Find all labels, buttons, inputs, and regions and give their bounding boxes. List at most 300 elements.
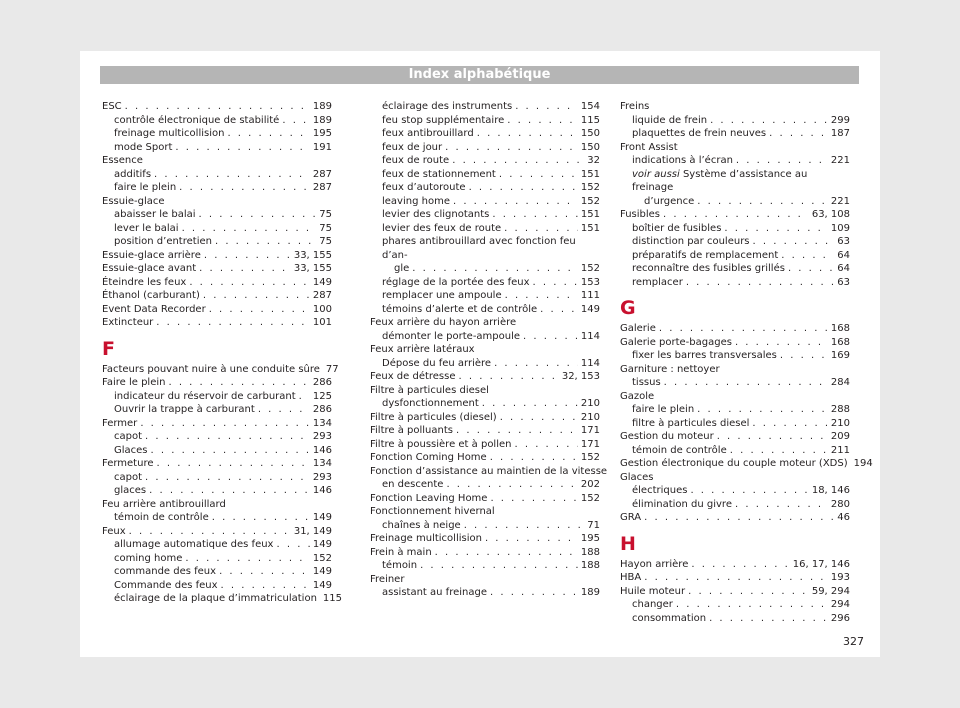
- dot-leader: [697, 403, 828, 417]
- index-entry-text: Éteindre les feux: [102, 276, 187, 288]
- index-entry: [620, 262, 850, 276]
- index-page-ref: 152: [580, 195, 600, 207]
- dot-leader: [185, 552, 310, 566]
- index-page-ref: 77: [325, 363, 339, 375]
- index-entry-text: feux de jour: [382, 141, 443, 153]
- dot-leader: [664, 376, 828, 390]
- dot-leader: [189, 276, 310, 290]
- index-page-ref: 100: [312, 303, 332, 315]
- index-page-ref: 171: [580, 438, 600, 450]
- index-see-also: [620, 168, 850, 195]
- dot-leader: [691, 558, 789, 572]
- index-entry: [620, 457, 873, 471]
- index-entry-text: allumage automatique des feux: [114, 539, 274, 550]
- dot-leader: [456, 424, 578, 438]
- index-heading: Essuie-glace: [102, 195, 165, 207]
- dot-leader: [752, 417, 828, 431]
- index-entry-text: assistant au freinage: [382, 587, 487, 598]
- index-entry-text: capot: [114, 471, 143, 483]
- index-entry: [102, 235, 332, 249]
- index-entry-text: Huile moteur: [620, 585, 686, 597]
- index-heading: Garniture : nettoyer: [620, 363, 720, 375]
- index-entry-text: Fonction Leaving Home: [370, 492, 488, 504]
- index-page-ref: 286: [312, 377, 332, 388]
- index-letter: G: [620, 297, 636, 319]
- index-entry-text: liquide de frein: [632, 114, 708, 126]
- dot-leader: [452, 154, 584, 168]
- index-page-ref: 150: [580, 141, 600, 153]
- index-entry-text: consommation: [632, 612, 707, 624]
- index-entry: [620, 511, 850, 525]
- index-entry-text: remplacer une ampoule: [382, 290, 502, 301]
- index-page-ref: 63: [837, 236, 850, 247]
- index-entry: [370, 100, 600, 114]
- index-entry: [102, 376, 332, 390]
- dot-leader: [735, 336, 828, 350]
- dot-leader: [175, 141, 310, 155]
- index-entry-text: Fonction Coming Home: [370, 452, 487, 463]
- index-entry: [620, 336, 850, 350]
- index-page-ref: 153: [580, 276, 600, 288]
- index-entry: [102, 208, 332, 222]
- index-page-ref: 189: [312, 114, 332, 126]
- index-entry: [620, 276, 850, 290]
- index-page-ref: 194: [853, 458, 873, 469]
- index-page-ref: 191: [312, 141, 332, 153]
- index-page-ref: 146: [312, 485, 332, 496]
- index-page-ref: 32, 153: [561, 371, 600, 382]
- index-page-ref: 115: [322, 593, 343, 604]
- dot-leader: [504, 222, 578, 236]
- dot-leader: [533, 276, 578, 290]
- index-entry: [102, 511, 332, 525]
- index-entry-text: tissus: [632, 377, 661, 388]
- index-page-ref: 169: [830, 350, 850, 361]
- dot-leader: [182, 222, 317, 236]
- dot-leader: [227, 127, 309, 141]
- index-entry-text: électriques: [632, 485, 688, 496]
- index-page-ref: 221: [830, 195, 850, 207]
- index-entry-text: Feux de détresse: [370, 371, 456, 382]
- dot-leader: [412, 262, 578, 276]
- index-letter: F: [102, 337, 115, 360]
- index-entry: [102, 100, 332, 114]
- index-letter: H: [620, 532, 636, 555]
- index-page-ref: 149: [580, 303, 600, 315]
- index-page-ref: 211: [830, 444, 850, 456]
- index-entry-text: dysfonctionnement: [382, 398, 479, 409]
- index-entry-text: additifs: [114, 168, 152, 180]
- index-page-ref: 296: [830, 612, 850, 624]
- index-heading: Freiner: [370, 573, 405, 585]
- dot-leader: [492, 208, 578, 222]
- index-entry: [370, 208, 600, 222]
- index-page-ref: 16, 17, 146: [792, 558, 850, 570]
- index-page-ref: 63, 108: [811, 209, 850, 220]
- dot-leader: [276, 538, 309, 552]
- index-entry-text: levier des clignotants: [382, 209, 490, 220]
- dot-leader: [505, 289, 578, 303]
- index-entry-text: capot: [114, 431, 143, 442]
- index-entry: [620, 322, 850, 336]
- page-header: Index alphabétique: [100, 66, 859, 84]
- index-entry-text: Fusibles: [620, 209, 661, 220]
- index-entry: [102, 552, 332, 566]
- dot-leader: [780, 349, 828, 363]
- index-entry-text: phares antibrouillard avec fonction feu d’an-: [382, 236, 576, 261]
- dot-leader: [477, 127, 578, 141]
- page-number: 327: [843, 635, 864, 648]
- dot-leader: [204, 249, 291, 263]
- index-page-ref: 46: [837, 512, 850, 523]
- dot-leader: [515, 100, 578, 114]
- index-entry-text: Commande des feux: [114, 579, 218, 591]
- dot-leader: [149, 484, 310, 498]
- index-entry-text: feux antibrouillard: [382, 128, 474, 139]
- dot-leader: [179, 181, 310, 195]
- index-entry: [370, 303, 600, 317]
- index-page-ref: 75: [319, 236, 332, 247]
- index-entry: [370, 141, 600, 155]
- dot-leader: [494, 357, 578, 371]
- index-entry-text: éclairage des instruments: [382, 101, 513, 112]
- index-entry-text: Fermeture: [102, 458, 154, 469]
- index-entry: [620, 249, 850, 263]
- dot-leader: [644, 511, 834, 525]
- index-entry-text: indicateur du réservoir de carburant: [114, 390, 296, 402]
- index-entry: [370, 262, 600, 276]
- dot-leader: [736, 154, 828, 168]
- index-page-ref: 33, 155: [293, 263, 332, 274]
- index-entry: [102, 276, 332, 290]
- index-entry-text: d’urgence: [644, 195, 695, 207]
- dot-leader: [215, 235, 316, 249]
- index-entry: [102, 565, 332, 579]
- index-entry-text: feux de route: [382, 155, 450, 166]
- index-page-ref: 150: [580, 128, 600, 139]
- index-entry-text: feux d’autoroute: [382, 182, 466, 193]
- dot-leader: [690, 484, 808, 498]
- index-entry-text: témoins d’alerte et de contrôle: [382, 303, 538, 315]
- dot-leader: [724, 222, 828, 236]
- index-page-ref: 149: [312, 579, 332, 591]
- dot-leader: [507, 114, 578, 128]
- index-heading: Fonction d’assistance au maintien de la vitesse: [370, 465, 608, 477]
- index-page-ref: 294: [830, 599, 850, 610]
- index-heading: Front Assist: [620, 141, 678, 153]
- index-page-ref: 59, 294: [811, 585, 850, 597]
- index-entry-text: Dépose du feu arrière: [382, 357, 492, 369]
- index-entry-text: Gestion du moteur: [620, 431, 714, 442]
- dot-leader: [781, 249, 834, 263]
- index-page-ref: 287: [312, 168, 332, 180]
- dot-leader: [453, 195, 578, 209]
- dot-leader: [157, 457, 310, 471]
- index-page-ref: 151: [580, 168, 600, 180]
- index-entry: [620, 430, 850, 444]
- index-entry: [620, 571, 850, 585]
- dot-leader: [500, 411, 578, 425]
- index-entry-text: position d’entretien: [114, 236, 212, 247]
- index-page-ref: 193: [830, 572, 850, 583]
- index-entry: [370, 222, 600, 236]
- index-entry-text: Fermer: [102, 417, 138, 429]
- index-page-ref: 125: [312, 390, 332, 402]
- index-entry: [370, 168, 600, 182]
- index-entry: [370, 559, 600, 573]
- dot-leader: [464, 519, 585, 533]
- index-entry-text: préparatifs de remplacement: [632, 249, 779, 261]
- dot-leader: [168, 376, 309, 390]
- index-entry-text: faire le plein: [114, 182, 177, 193]
- dot-leader: [710, 114, 828, 128]
- index-entry: [370, 438, 600, 452]
- index-page-ref: 64: [837, 249, 850, 261]
- index-page-ref: 210: [580, 411, 600, 423]
- dot-leader: [697, 195, 828, 209]
- index-entry-text: Essuie-glace avant: [102, 263, 197, 274]
- dot-leader: [459, 370, 559, 384]
- index-entry-text: boîtier de fusibles: [632, 222, 722, 234]
- dot-leader: [145, 471, 310, 485]
- index-column-2: [370, 100, 608, 600]
- index-entry: [370, 532, 600, 546]
- index-entry-text: réglage de la portée des feux: [382, 276, 530, 288]
- index-entry-text: Event Data Recorder: [102, 303, 206, 315]
- index-entry-text: témoin de contrôle: [114, 512, 209, 523]
- index-entry: [370, 276, 600, 290]
- dot-leader: [788, 262, 834, 276]
- index-page-ref: 195: [312, 128, 332, 139]
- dot-leader: [125, 100, 310, 114]
- index-entry-text: mode Sport: [114, 141, 173, 153]
- index-heading: Glaces: [620, 471, 654, 483]
- index-entry-text: glaces: [114, 485, 147, 496]
- index-page-ref: 286: [312, 404, 332, 415]
- index-entry: [620, 498, 850, 512]
- index-entry-text: indications à l’écran: [632, 155, 733, 166]
- index-page-ref: 33, 155: [293, 249, 332, 261]
- index-entry: [102, 525, 332, 539]
- dot-leader: [199, 208, 317, 222]
- index-entry-text: Galerie: [620, 323, 656, 334]
- index-entry-text: témoin: [382, 560, 418, 571]
- index-page-ref: 287: [312, 290, 332, 301]
- index-page-ref: 187: [830, 128, 850, 139]
- index-page-ref: 221: [830, 155, 850, 166]
- dot-leader: [688, 585, 809, 599]
- index-entry-text: démonter le porte-ampoule: [382, 330, 521, 342]
- index-entry: [102, 457, 332, 471]
- index-entry-text: freinage multicollision: [114, 128, 225, 139]
- index-entry-text: en descente: [382, 479, 444, 490]
- index-entry: [620, 403, 850, 417]
- index-page-ref: 171: [580, 425, 600, 436]
- index-entry: [370, 127, 600, 141]
- index-page-ref: 75: [319, 222, 332, 234]
- index-entry-text: Frein à main: [370, 546, 432, 558]
- index-page-ref: 114: [580, 330, 600, 342]
- dot-leader: [446, 478, 577, 492]
- index-entry-text: éclairage de la plaque d’immatriculation: [114, 593, 317, 604]
- index-entry-text: témoin de contrôle: [632, 444, 727, 456]
- index-page-ref: 114: [580, 357, 600, 369]
- index-page-ref: 188: [580, 546, 600, 558]
- dot-leader: [154, 168, 310, 182]
- dot-leader: [644, 571, 828, 585]
- index-page-ref: 101: [312, 317, 332, 328]
- index-page-ref: 71: [587, 519, 600, 531]
- index-heading: Essence: [102, 155, 143, 166]
- index-entry: [102, 430, 332, 444]
- index-column-3: [620, 100, 873, 625]
- index-entry-text: Filtre à polluants: [370, 425, 453, 436]
- index-entry: [620, 349, 850, 363]
- index-entry-text: Gestion électronique du couple moteur (XDS): [620, 458, 848, 469]
- index-page-ref: 152: [580, 182, 600, 193]
- index-entry-text: Facteurs pouvant nuire à une conduite sûre: [102, 363, 320, 375]
- index-entry-text: Extincteur: [102, 317, 154, 328]
- index-page-ref: 32: [587, 155, 600, 166]
- index-entry-text: Faire le plein: [102, 377, 166, 388]
- index-entry: [620, 222, 850, 236]
- index-entry-text: chaînes à neige: [382, 519, 461, 531]
- dot-leader: [282, 114, 310, 128]
- index-page-ref: 31, 149: [293, 525, 332, 537]
- index-entry: [102, 114, 332, 128]
- index-entry: [370, 181, 600, 195]
- index-page-ref: 146: [312, 444, 332, 456]
- index-entry: [102, 538, 332, 552]
- index-page-ref: 168: [830, 336, 850, 348]
- dot-leader: [420, 559, 578, 573]
- index-entry: [102, 303, 332, 317]
- index-page-ref: 149: [312, 539, 332, 550]
- index-entry: [370, 370, 600, 384]
- index-page-ref: 188: [580, 560, 600, 571]
- index-entry: [102, 249, 332, 263]
- index-entry: [370, 492, 600, 506]
- index-entry-text: contrôle électronique de stabilité: [114, 114, 280, 126]
- index-entry: [620, 114, 850, 128]
- index-page-ref: 210: [830, 417, 850, 429]
- dot-leader: [469, 181, 578, 195]
- index-page-ref: 149: [312, 566, 332, 577]
- dot-leader: [753, 235, 835, 249]
- index-entry-text: reconnaître des fusibles grillés: [632, 263, 785, 274]
- index-entry-text: Glaces: [114, 444, 148, 456]
- dot-leader: [686, 276, 834, 290]
- index-page-ref: 109: [830, 222, 850, 234]
- index-page-ref: 189: [580, 587, 600, 598]
- index-entry: [620, 598, 850, 612]
- index-page-ref: 195: [580, 533, 600, 544]
- index-entry-text: leaving home: [382, 195, 450, 207]
- index-entry-text: Filtre à poussière et à pollen: [370, 438, 512, 450]
- index-entry: [620, 376, 850, 390]
- index-entry: [370, 411, 600, 425]
- see-also-label: voir aussi: [632, 168, 680, 180]
- index-entry: [620, 195, 850, 209]
- dot-leader: [540, 303, 578, 317]
- index-heading: Gazole: [620, 390, 655, 402]
- index-heading: Feu arrière antibrouillard: [102, 498, 226, 510]
- dot-leader: [485, 532, 578, 546]
- dot-leader: [219, 565, 310, 579]
- index-entry: [102, 141, 332, 155]
- index-entry: [102, 471, 332, 485]
- index-entry: [102, 417, 332, 431]
- index-entry: [370, 451, 600, 465]
- index-entry-text: ESC: [102, 101, 122, 112]
- dot-leader: [203, 289, 310, 303]
- index-page-ref: 134: [312, 458, 332, 469]
- index-heading: Feux arrière latéraux: [370, 344, 475, 355]
- index-entry: [620, 235, 850, 249]
- dot-leader: [709, 612, 828, 626]
- see-also-target: Système d’assistance au freinage: [632, 168, 808, 193]
- index-entry: [370, 424, 600, 438]
- dot-leader: [659, 322, 828, 336]
- index-entry-text: distinction par couleurs: [632, 236, 750, 247]
- index-entry: [102, 222, 332, 236]
- index-page-ref: 168: [830, 323, 850, 334]
- index-entry: [370, 114, 600, 128]
- index-entry: [370, 289, 600, 303]
- index-entry: [620, 127, 850, 141]
- index-entry: [620, 612, 850, 626]
- index-entry: [370, 546, 600, 560]
- index-page-ref: 287: [312, 182, 332, 193]
- dot-leader: [151, 444, 310, 458]
- index-entry: [102, 579, 332, 593]
- dot-leader: [514, 438, 577, 452]
- index-entry: [370, 154, 600, 168]
- index-entry-text: changer: [632, 599, 673, 610]
- index-page-ref: 210: [580, 398, 600, 409]
- dot-leader: [730, 444, 828, 458]
- index-entry-text: faire le plein: [632, 404, 695, 415]
- dot-leader: [435, 546, 578, 560]
- dot-leader: [490, 492, 577, 506]
- index-page-ref: 299: [830, 114, 850, 126]
- dot-leader: [129, 525, 291, 539]
- index-entry-text: gle: [394, 263, 410, 274]
- dot-leader: [490, 451, 578, 465]
- index-entry-text: Essuie-glace arrière: [102, 249, 201, 261]
- index-entry-text: Filtre à particules (diesel): [370, 411, 497, 423]
- index-entry-text: élimination du givre: [632, 498, 732, 510]
- dot-leader: [156, 316, 310, 330]
- dot-leader: [445, 141, 578, 155]
- index-entry: [370, 357, 600, 371]
- index-entry-text: HBA: [620, 572, 642, 583]
- index-heading: Freins: [620, 101, 650, 112]
- index-entry-text: remplacer: [632, 276, 683, 288]
- index-page-ref: 152: [312, 552, 332, 564]
- index-entry: [102, 390, 332, 404]
- index-page-ref: 152: [580, 263, 600, 274]
- index-entry: [370, 519, 600, 533]
- index-page-ref: 149: [312, 276, 332, 288]
- dot-leader: [145, 430, 310, 444]
- index-page-ref: 151: [580, 222, 600, 234]
- dot-leader: [482, 397, 578, 411]
- index-entry: [102, 592, 343, 606]
- index-page-ref: 63: [837, 276, 850, 288]
- index-entry-text: Hayon arrière: [620, 558, 689, 570]
- index-page-ref: 293: [312, 431, 332, 442]
